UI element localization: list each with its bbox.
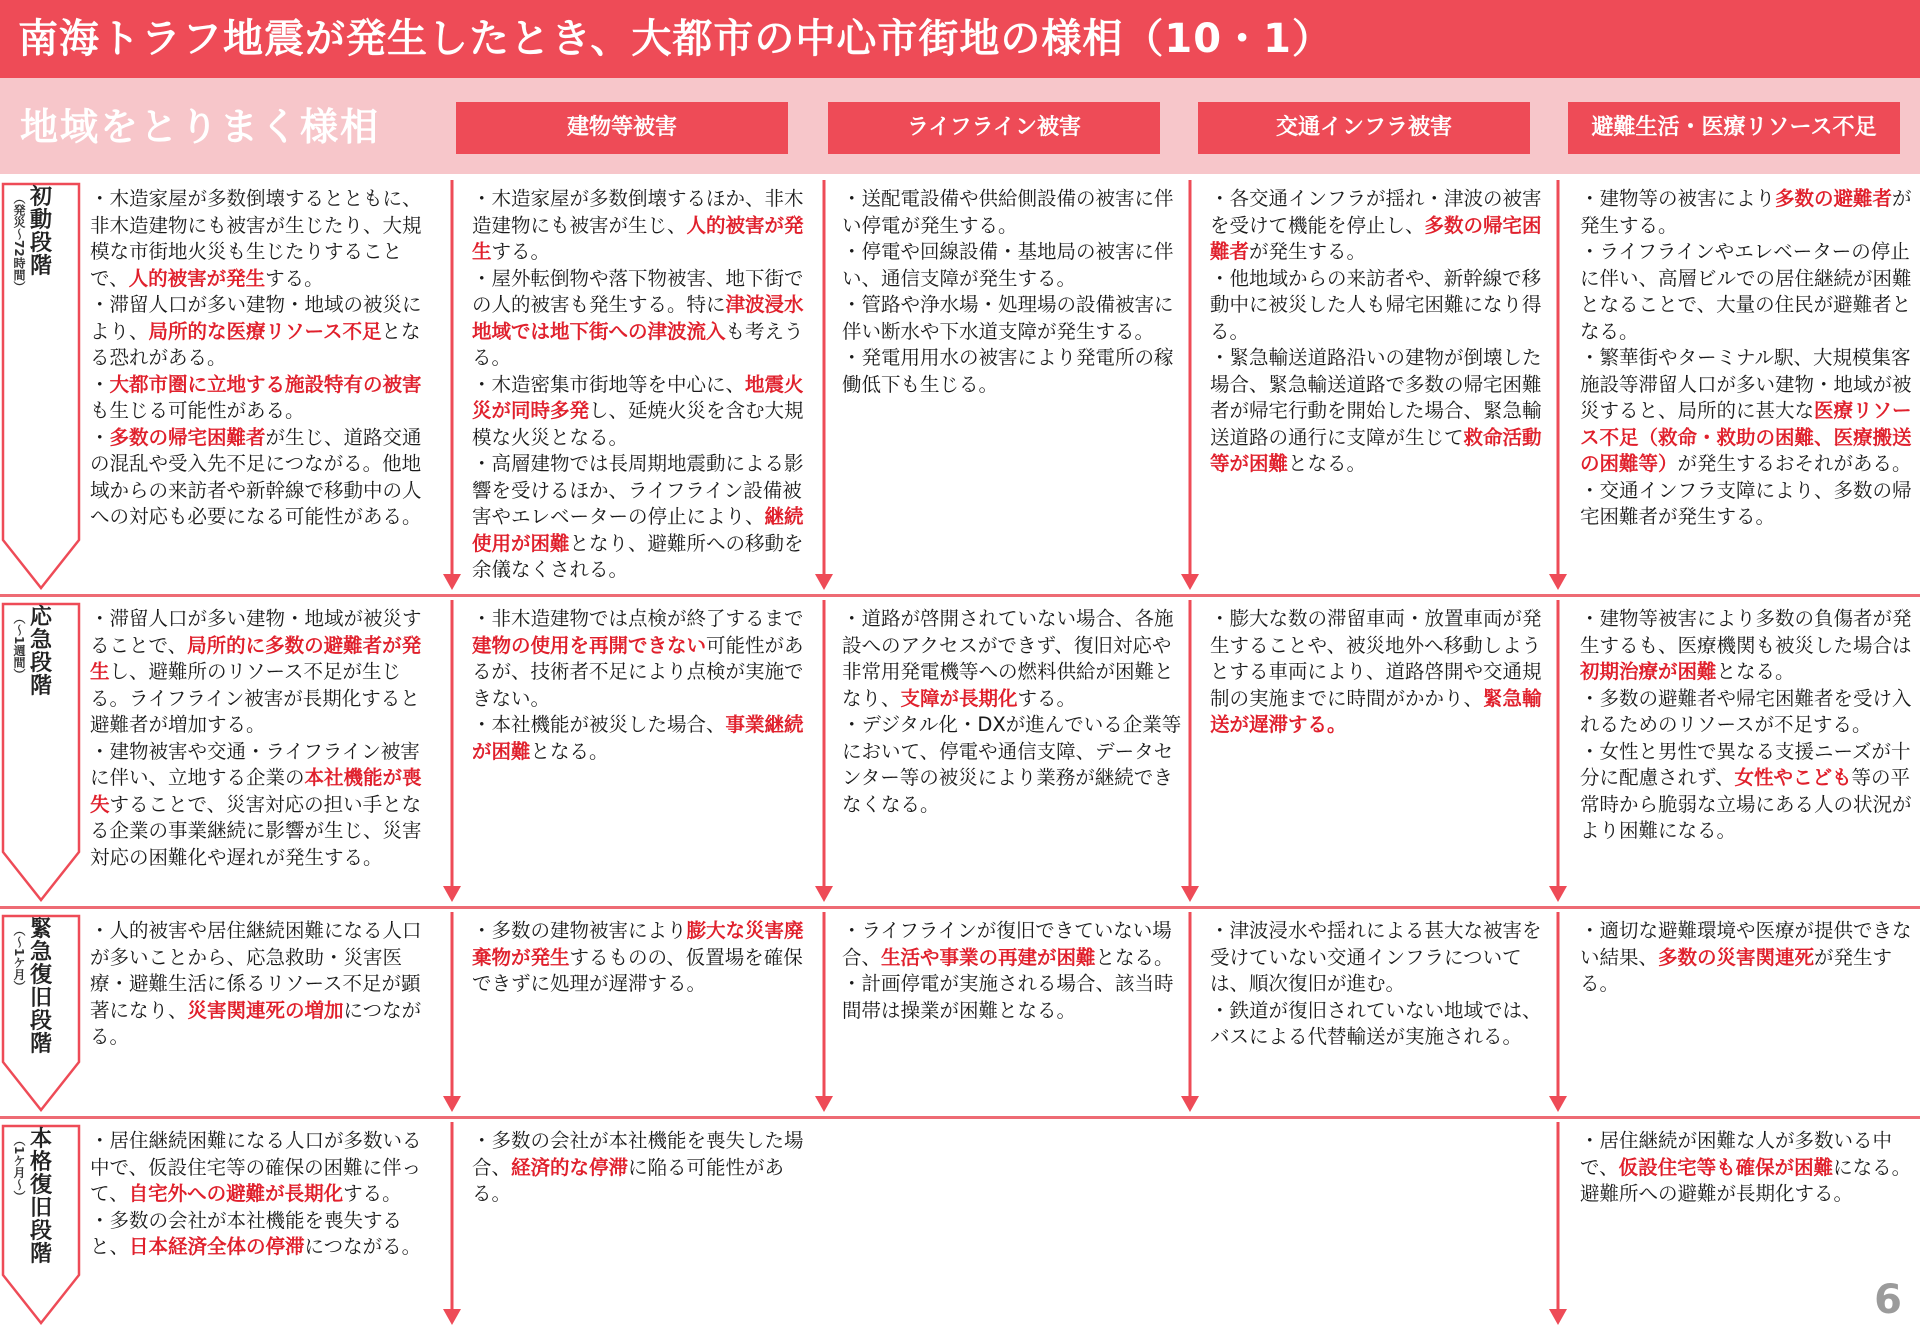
bullet-item: ・建物等の被害により多数の避難者が発生する。 <box>1580 187 1912 237</box>
arrow-shaft <box>1557 180 1560 578</box>
phase-duration: （～1ケ月） <box>12 924 26 993</box>
bullet-item: ・多数の避難者や帰宅困難者を受け入れるためのリソースが不足する。 <box>1580 686 1912 736</box>
bullet-item: ・非木造建物では点検が終了するまで建物の使用を再開できない可能性があるが、技術者不足により点検が実施できない。 <box>472 607 804 710</box>
bullet-item: ・計画停電が実施される場合、該当時間帯は操業が困難となる。 <box>842 972 1174 1022</box>
page-number: 6 <box>1874 1277 1902 1323</box>
highlight-text: 事業継続が困難 <box>472 713 804 763</box>
timeline-arrow <box>1180 180 1200 590</box>
bullet-item: ・ライフラインが復旧できていない場合、生活や事業の再建が困難となる。 <box>842 919 1174 969</box>
highlight-text: 人的被害が発生 <box>472 213 804 263</box>
column-header-lifeline: ライフライン被害 <box>828 102 1160 154</box>
bullet-item: ・木造家屋が多数倒壊するとともに、非木造建物にも被害が生じたり、大規模な市街地火災も生じたりすることで、人的被害が発生する。 <box>90 187 422 290</box>
phase-cell <box>90 606 432 871</box>
arrow-shaft <box>1189 912 1192 1100</box>
highlight-text: 大都市圏に立地する施設特有の被害 <box>109 372 422 396</box>
highlight-text: 仮設住宅等も確保が困難 <box>1618 1155 1834 1179</box>
arrow-shaft <box>1557 600 1560 890</box>
arrow-head <box>1549 886 1567 902</box>
phase-cell <box>1210 606 1552 739</box>
arrow-head <box>1181 886 1199 902</box>
timeline-arrow <box>442 1122 462 1325</box>
arrow-shaft <box>451 912 454 1100</box>
bullet-item: ・ライフラインやエレベーターの停止に伴い、高層ビルでの居住継続が困難となることで、大量の住民が避難者となる。 <box>1580 240 1912 343</box>
bullet-item: ・人的被害や居住継続困難になる人口が多いことから、応急救助・災害医療・避難生活に係るリソース不足が顕著になり、災害関連死の増加につながる。 <box>90 919 422 1048</box>
bullet-item: ・適切な避難環境や医療が提供できない結果、多数の災害関連死が発生する。 <box>1580 919 1912 995</box>
highlight-text: 医療リソース不足（救命・救助の困難、医療搬送の困難等） <box>1580 399 1912 475</box>
phase-cell <box>90 186 432 531</box>
arrow-shaft <box>823 600 826 890</box>
highlight-text: 継続使用が困難 <box>472 505 804 555</box>
page-title: 南海トラフ地震が発生したとき、大都市の中心市街地の様相（10・1） <box>0 0 1920 78</box>
bullet-item: ・建物被害や交通・ライフライン被害に伴い、立地する企業の本社機能が喪失することで、災害対応の担い手となる企業の事業継続に影響が生じ、災害対応の困難化や遅れが発生する。 <box>90 739 422 869</box>
highlight-text: 地震火災が同時多発 <box>472 372 804 422</box>
bullet-item: ・繁華街やターミナル駅、大規模集客施設等滞留人口が多い建物・地域が被災すると、局所的に甚大な医療リソース不足（救命・救助の困難、医療搬送の困難等）が発生するおそれがある。 <box>1580 346 1912 475</box>
bullet-item: ・管路や浄水場・処理場の設備被害に伴い断水や下水道支障が発生する。 <box>842 293 1174 343</box>
highlight-text: 多数の帰宅困難者 <box>1210 213 1542 263</box>
bullet-item: ・他地域からの来訪者や、新幹線で移動中に被災した人も帰宅困難になり得る。 <box>1210 266 1542 343</box>
timeline-arrow <box>1548 180 1568 590</box>
phase-duration: （発災～72時間） <box>12 192 26 293</box>
phase-duration: （1ケ月～） <box>12 1134 26 1203</box>
row-separator <box>0 594 1920 597</box>
arrow-shaft <box>451 180 454 578</box>
highlight-text: 本社機能が喪失 <box>90 766 422 816</box>
bullet-item: ・建物等被害により多数の負傷者が発生するも、医療機関も被災した場合は初期治療が困難となる。 <box>1580 607 1912 683</box>
highlight-text: 多数の帰宅困難者 <box>109 425 266 449</box>
phase-block <box>0 1124 82 1325</box>
phase-cell <box>842 186 1184 398</box>
highlight-text: 局所的に多数の避難者が発生 <box>90 633 422 683</box>
phase-cell <box>90 918 432 1051</box>
bullet-item: ・津波浸水や揺れによる甚大な被害を受けていない交通インフラについては、順次復旧が進む。 <box>1210 919 1542 995</box>
arrow-shaft <box>1189 180 1192 578</box>
arrow-head <box>815 574 833 590</box>
highlight-text: 多数の避難者 <box>1775 187 1893 210</box>
bullet-item: ・木造家屋が多数倒壊するほか、非木造建物にも被害が生じ、人的被害が発生する。 <box>472 187 804 263</box>
timeline-arrow <box>1180 600 1200 902</box>
bullet-item: ・本社機能が被災した場合、事業継続が困難となる。 <box>472 713 804 763</box>
bullet-item: ・送配電設備や供給側設備の被害に伴い停電が発生する。 <box>842 187 1174 237</box>
highlight-text: 救命活動等が困難 <box>1210 425 1542 475</box>
bullet-item: ・停電や回線設備・基地局の被害に伴い、通信支障が発生する。 <box>842 240 1174 290</box>
region-title: 地域をとりまく様相 <box>20 105 381 149</box>
timeline-arrow <box>814 180 834 590</box>
bullet-item: ・木造密集市街地等を中心に、地震火災が同時多発し、延焼火災を含む大規模な火災となる。 <box>472 372 804 449</box>
highlight-text: 津波浸水地域では地下街への津波流入 <box>472 293 804 343</box>
highlight-text: 災害関連死の増加 <box>187 998 344 1022</box>
phase-cell <box>90 1128 432 1261</box>
arrow-shaft <box>823 912 826 1100</box>
bullet-item: ・大都市圏に立地する施設特有の被害も生じる可能性がある。 <box>90 372 422 422</box>
bullet-item: ・屋外転倒物や落下物被害、地下街での人的被害も発生する。特に津波浸水地域では地下街への津波流入も考えうる。 <box>472 266 804 369</box>
bullet-item: ・多数の帰宅困難者が生じ、道路交通の混乱や受入先不足につながる。他地域からの来訪者や新幹線で移動中の人への対応も必要になる可能性がある。 <box>90 425 422 528</box>
highlight-text: 生活や事業の再建が困難 <box>881 945 1096 969</box>
highlight-text: 局所的な医療リソース不足 <box>148 319 382 343</box>
highlight-text: 日本経済全体の停滞 <box>129 1235 305 1258</box>
phase-cell <box>1210 918 1552 1051</box>
bullet-item: ・多数の会社が本社機能を喪失した場合、経済的な停滞に陥る可能性がある。 <box>472 1129 804 1205</box>
row-separator <box>0 1116 1920 1119</box>
phase-duration: （～1週間） <box>12 612 26 681</box>
phase-cell <box>1580 1128 1920 1208</box>
highlight-text: 膨大な災害廃棄物が発生 <box>472 919 804 969</box>
phase-block <box>0 182 82 590</box>
column-header-evacuation-medical: 避難生活・医療リソース不足 <box>1568 102 1900 154</box>
highlight-text: 緊急輸送が遅滞する。 <box>1210 686 1542 736</box>
arrow-head <box>1181 1096 1199 1112</box>
bullet-item: ・女性と男性で異なる支援ニーズが十分に配慮されず、女性やこども等の平常時から脆弱な立場にある人の状況がより困難になる。 <box>1580 739 1912 842</box>
highlight-text: 初期治療が困難 <box>1580 660 1717 683</box>
timeline-arrow <box>1548 912 1568 1112</box>
phase-cell <box>1580 186 1920 531</box>
phase-name: 本格復旧段階 <box>29 1127 52 1267</box>
timeline-arrow <box>442 180 462 590</box>
phase-name: 応急段階 <box>29 605 52 699</box>
phase-cell <box>1580 918 1920 998</box>
highlight-text: 支障が長期化 <box>900 686 1018 710</box>
bullet-item: ・高層建物では長周期地震動による影響を受けるほか、ライフライン設備被害やエレベーターの停止により、継続使用が困難となり、避難所への移動を余儀なくされる。 <box>472 452 804 581</box>
arrow-head <box>1549 1309 1567 1325</box>
bullet-item: ・多数の建物被害により膨大な災害廃棄物が発生するものの、仮置場を確保できずに処理が遅滞する。 <box>472 919 804 995</box>
phase-name: 初動段階 <box>29 185 52 279</box>
bullet-item: ・居住継続が困難な人が多数いる中で、仮設住宅等も確保が困難になる。避難所への避難が長期化する。 <box>1580 1129 1912 1205</box>
bullet-item: ・発電用用水の被害により発電所の稼働低下も生じる。 <box>842 346 1174 396</box>
arrow-shaft <box>451 600 454 890</box>
phase-cell <box>472 1128 814 1208</box>
phase-cell <box>472 186 814 584</box>
arrow-head <box>443 574 461 590</box>
bullet-item: ・交通インフラ支障により、多数の帰宅困難者が発生する。 <box>1580 478 1912 528</box>
highlight-text: 多数の災害関連死 <box>1658 945 1815 969</box>
bullet-item: ・滞留人口が多い建物・地域が被災することで、局所的に多数の避難者が発生し、避難所のリソース不足が生じる。ライフライン被害が長期化すると避難者が増加する。 <box>90 607 422 736</box>
bullet-item: ・膨大な数の滞留車両・放置車両が発生することや、被災地外へ移動しようとする車両により、道路啓開や交通規制の実施までに時間がかかり、緊急輸送が遅滞する。 <box>1210 607 1542 736</box>
highlight-text: 自宅外への避難が長期化 <box>128 1182 344 1205</box>
timeline-arrow <box>1548 600 1568 902</box>
timeline-arrow <box>814 912 834 1112</box>
bullet-item: ・居住継続困難になる人口が多数いる中で、仮設住宅等の確保の困難に伴って、自宅外への避難が長期化する。 <box>90 1129 422 1205</box>
arrow-head <box>815 1096 833 1112</box>
bullet-item: ・道路が啓開されていない場合、各施設へのアクセスができず、復旧対応や非常用発電機等への燃料供給が困難となり、支障が長期化する。 <box>842 607 1174 710</box>
arrow-shaft <box>451 1122 454 1313</box>
highlight-text: 経済的な停滞 <box>511 1155 629 1179</box>
bullet-item: ・多数の会社が本社機能を喪失すると、日本経済全体の停滞につながる。 <box>90 1208 422 1258</box>
arrow-head <box>815 886 833 902</box>
arrow-shaft <box>1557 1122 1560 1313</box>
bullet-item: ・鉄道が復旧されていない地域では、バスによる代替輸送が実施される。 <box>1210 998 1542 1048</box>
arrow-shaft <box>823 180 826 578</box>
timeline-arrow <box>442 600 462 902</box>
timeline-arrow <box>1548 1122 1568 1325</box>
timeline-arrow <box>1180 912 1200 1112</box>
highlight-text: 人的被害が発生 <box>128 266 266 290</box>
phase-cell <box>842 606 1184 818</box>
phase-name: 緊急復旧段階 <box>29 917 52 1057</box>
phase-block <box>0 602 82 902</box>
arrow-head <box>1181 574 1199 590</box>
phase-cell <box>472 918 814 998</box>
phase-cell <box>1210 186 1552 478</box>
arrow-shaft <box>1189 600 1192 890</box>
phase-block <box>0 914 82 1112</box>
column-header-transport: 交通インフラ被害 <box>1198 102 1530 154</box>
timeline-arrow <box>814 600 834 902</box>
arrow-head <box>443 1096 461 1112</box>
phase-cell <box>842 918 1184 1024</box>
column-header-buildings: 建物等被害 <box>456 102 788 154</box>
bullet-item: ・緊急輸送道路沿いの建物が倒壊した場合、緊急輸送道路で多数の帰宅困難者が帰宅行動を開始した場合、緊急輸送道路の通行に支障が生じて救命活動等が困難となる。 <box>1210 346 1542 475</box>
arrow-head <box>1549 1096 1567 1112</box>
timeline-arrow <box>442 912 462 1112</box>
bullet-item: ・各交通インフラが揺れ・津波の被害を受けて機能を停止し、多数の帰宅困難者が発生する。 <box>1210 187 1542 263</box>
arrow-head <box>1549 574 1567 590</box>
arrow-head <box>443 886 461 902</box>
phase-cell <box>1580 606 1920 845</box>
bullet-item: ・デジタル化・DXが進んでいる企業等において、停電や通信支障、データセンター等の被災により業務が継続できなくなる。 <box>842 713 1182 816</box>
bullet-item: ・滞留人口が多い建物・地域の被災により、局所的な医療リソース不足となる恐れがある。 <box>90 293 422 369</box>
highlight-text: 建物の使用を再開できない <box>472 633 707 657</box>
phase-cell <box>472 606 814 765</box>
highlight-text: 女性やこども <box>1734 766 1852 789</box>
arrow-shaft <box>1557 912 1560 1100</box>
arrow-head <box>443 1309 461 1325</box>
row-separator <box>0 906 1920 909</box>
